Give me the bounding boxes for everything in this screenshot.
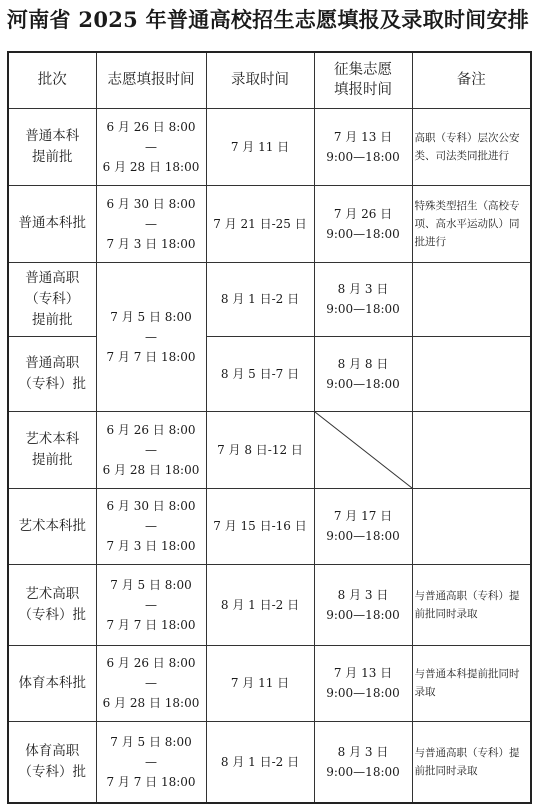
admit-time-cell: 8 月 1 日-2 日 [206, 564, 314, 645]
admit-time-cell: 7 月 8 日-12 日 [206, 411, 314, 488]
fill-dash: — [145, 329, 157, 344]
fill-time-cell [96, 488, 206, 564]
batch-line: （专科）批 [18, 606, 86, 623]
fill-time-cell [96, 564, 206, 645]
admit-time-cell: 7 月 15 日-16 日 [206, 488, 314, 564]
fill-time-cell [96, 185, 206, 262]
note-line: 批进行 [414, 235, 446, 248]
fill-dash: — [145, 676, 157, 690]
fill-end: 7 月 7 日 18:00 [106, 774, 196, 789]
fill-end: 6 月 28 日 18:00 [102, 696, 200, 710]
fill-dash: — [145, 442, 157, 457]
solicit-date: 7 月 13 日 [333, 666, 393, 680]
header-admit-time: 录取时间 [206, 52, 314, 108]
schedule-table [7, 51, 532, 804]
batch-line: 提前批 [32, 311, 73, 328]
solicit-date: 8 月 3 日 [337, 282, 389, 296]
note-cell [412, 564, 531, 645]
header-batch: 批次 [8, 52, 96, 108]
note-cell [412, 721, 531, 803]
fill-end: 7 月 3 日 18:00 [106, 539, 196, 553]
fill-time-cell [96, 108, 206, 185]
batch-line: 提前批 [32, 451, 73, 468]
note-line: 前批同时录取 [414, 764, 478, 777]
table-row [8, 645, 531, 721]
fill-dash: — [145, 754, 157, 769]
admit-time-cell: 7 月 11 日 [206, 108, 314, 185]
note-line: 特殊类型招生（高校专 [414, 199, 520, 212]
solicit-time-cell [314, 564, 412, 645]
solicit-date: 8 月 8 日 [337, 356, 389, 371]
admit-time-cell: 8 月 1 日-2 日 [206, 262, 314, 336]
batch-cell: 艺术本科批 [8, 488, 96, 564]
admit-time-cell: 7 月 11 日 [206, 645, 314, 721]
batch-cell [8, 721, 96, 803]
batch-line: （专科） [25, 290, 80, 307]
header-note: 备注 [412, 52, 531, 108]
note-cell [412, 108, 531, 185]
fill-start: 6 月 30 日 8:00 [106, 499, 196, 513]
note-line: 与普通本科提前批同时 [414, 668, 520, 680]
solicit-hours: 9:00—18:00 [326, 376, 400, 391]
batch-cell: 体育本科批 [8, 645, 96, 721]
solicit-date: 7 月 13 日 [333, 129, 393, 144]
note-line: 与普通高职（专科）提 [414, 746, 520, 759]
fill-end: 6 月 28 日 18:00 [102, 159, 200, 174]
solicit-date: 8 月 3 日 [337, 587, 389, 602]
fill-time-cell [96, 262, 206, 411]
note-cell [412, 262, 531, 336]
note-line: 与普通高职（专科）提 [414, 589, 520, 602]
note-cell [412, 645, 531, 721]
solicit-hours: 9:00—18:00 [326, 529, 400, 543]
solicit-hours: 9:00—18:00 [326, 607, 400, 622]
fill-start: 6 月 26 日 8:00 [106, 422, 196, 437]
note-line: 项、高水平运动队）同 [414, 217, 520, 230]
batch-line: 提前批 [32, 148, 73, 165]
header-row [8, 52, 531, 108]
solicit-time-cell-empty [314, 411, 412, 488]
fill-dash: — [145, 216, 157, 231]
batch-line: （专科）批 [18, 375, 86, 392]
fill-start: 6 月 26 日 8:00 [106, 656, 196, 670]
table-row [8, 185, 531, 262]
solicit-time-cell [314, 336, 412, 411]
solicit-hours: 9:00—18:00 [326, 764, 400, 779]
note-cell [412, 336, 531, 411]
fill-dash: — [145, 519, 157, 533]
fill-start: 6 月 30 日 8:00 [106, 196, 196, 211]
batch-cell [8, 262, 96, 336]
solicit-hours: 9:00—18:00 [326, 149, 400, 164]
fill-dash: — [145, 139, 157, 154]
note-cell [412, 185, 531, 262]
batch-cell [8, 564, 96, 645]
batch-line: 普通高职 [25, 269, 80, 286]
solicit-hours: 9:00—18:00 [326, 686, 400, 700]
fill-time-cell [96, 645, 206, 721]
batch-cell [8, 108, 96, 185]
header-solicit-time [314, 52, 412, 108]
fill-start: 6 月 26 日 8:00 [106, 119, 196, 134]
fill-end: 7 月 3 日 18:00 [106, 236, 196, 251]
table-row [8, 336, 531, 411]
admit-time-cell: 7 月 21 日-25 日 [206, 185, 314, 262]
batch-cell: 普通本科批 [8, 185, 96, 262]
solicit-date: 7 月 17 日 [333, 509, 393, 523]
page-title: 河南省 2025 年普通高校招生志愿填报及录取时间安排 [6, 7, 530, 32]
solicit-time-cell [314, 185, 412, 262]
table-row [8, 488, 531, 564]
note-line: 高职（专科）层次公安 [414, 131, 520, 144]
note-line: 类、司法类同批进行 [414, 149, 509, 162]
header-solicit-line-1: 征集志愿 [334, 62, 392, 79]
batch-cell [8, 336, 96, 411]
diagonal-slash [315, 412, 412, 488]
fill-time-cell [96, 411, 206, 488]
solicit-time-cell [314, 108, 412, 185]
solicit-time-cell [314, 645, 412, 721]
header-solicit-line-2: 填报时间 [334, 82, 392, 99]
fill-start: 7 月 5 日 8:00 [110, 577, 192, 592]
note-cell [412, 411, 531, 488]
note-line: 前批同时录取 [414, 607, 478, 620]
fill-time-cell [96, 721, 206, 803]
admit-time-cell: 8 月 1 日-2 日 [206, 721, 314, 803]
batch-line: 艺术本科 [25, 430, 80, 447]
solicit-time-cell [314, 262, 412, 336]
solicit-date: 7 月 26 日 [333, 206, 393, 221]
batch-line: 体育高职 [25, 742, 80, 759]
batch-line: 艺术高职 [25, 585, 80, 602]
solicit-date: 8 月 3 日 [337, 744, 389, 759]
batch-line: 普通高职 [25, 354, 80, 371]
fill-end: 7 月 7 日 18:00 [106, 349, 196, 364]
solicit-time-cell [314, 721, 412, 803]
table-row [8, 721, 531, 803]
note-line: 录取 [414, 686, 436, 698]
batch-cell [8, 411, 96, 488]
admit-time-cell: 8 月 5 日-7 日 [206, 336, 314, 411]
note-cell [412, 488, 531, 564]
table-row [8, 262, 531, 336]
table-row [8, 108, 531, 185]
fill-end: 6 月 28 日 18:00 [102, 462, 200, 477]
fill-end: 7 月 7 日 18:00 [106, 617, 196, 632]
solicit-hours: 9:00—18:00 [326, 302, 400, 316]
solicit-hours: 9:00—18:00 [326, 226, 400, 241]
fill-dash: — [145, 597, 157, 612]
table-row [8, 411, 531, 488]
fill-start: 7 月 5 日 8:00 [110, 309, 192, 324]
table-row [8, 564, 531, 645]
header-fill-time: 志愿填报时间 [96, 52, 206, 108]
fill-start: 7 月 5 日 8:00 [110, 734, 192, 749]
batch-line: （专科）批 [18, 763, 86, 780]
batch-line: 普通本科 [25, 127, 80, 144]
solicit-time-cell [314, 488, 412, 564]
